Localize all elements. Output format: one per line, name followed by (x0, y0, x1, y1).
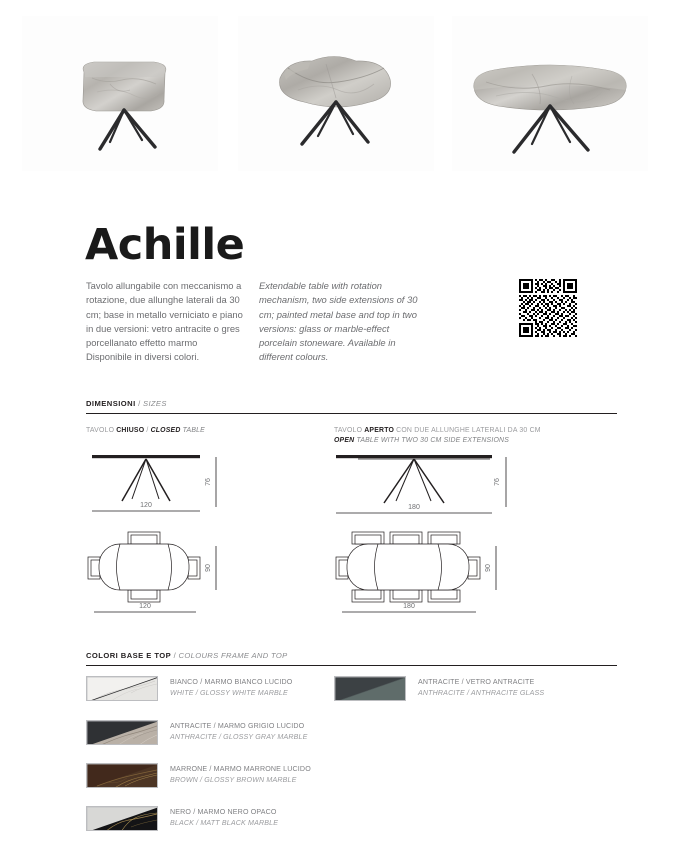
colour-label (170, 807, 278, 829)
colour-name-en: WHITE / GLOSSY WHITE MARBLE (170, 688, 288, 697)
open-table-heading (334, 426, 541, 447)
colours-separator: / (171, 651, 179, 660)
dimensions-separator: / (135, 399, 144, 408)
colour-name-en: ANTHRACITE / GLOSSY GRAY MARBLE (170, 732, 308, 741)
colours-divider (86, 665, 617, 666)
dimensions-label-en: SIZES (143, 399, 167, 408)
product-photo-strip (0, 0, 697, 175)
open-heading-en-bold: OPEN (334, 437, 355, 445)
closed-elevation-width-label: 120 (140, 502, 152, 509)
open-heading-en-suffix: TABLE WITH TWO 30 CM SIDE EXTENSIONS (354, 437, 510, 445)
colour-swatch-anthracite-glass[interactable] (334, 676, 406, 701)
closed-heading-sep: / (144, 427, 151, 434)
closed-heading-en-suffix: TABLE (180, 427, 205, 434)
description-italian: Tavolo allungabile con meccanismo a rotazione, due allunghe laterali da 30 cm; base in metallo verniciato e piano in due versioni: vetro antracite o gres porcellanato effetto marmo Disponibile in diversi colori. (86, 280, 243, 363)
colour-swatch-gray-marble[interactable] (86, 720, 158, 745)
closed-plan-depth-label: 90 (205, 564, 212, 572)
colour-label (170, 764, 311, 786)
colour-label (170, 677, 292, 699)
colour-name-it: NERO / MARMO NERO OPACO (170, 808, 277, 816)
product-title: Achille (85, 220, 245, 270)
colours-label-it: COLORI BASE E TOP (86, 651, 172, 660)
colour-name-it: MARRONE / MARMO MARRONE LUCIDO (170, 765, 311, 773)
qr-code[interactable] (519, 279, 577, 337)
table-closed-photo (22, 16, 218, 171)
colours-label-en: COLOURS FRAME AND TOP (178, 651, 288, 660)
closed-table-plan-drawing (86, 528, 276, 623)
dimensions-section-title (86, 399, 167, 408)
open-plan-width-label: 180 (403, 603, 415, 610)
open-table-plan-drawing (334, 528, 524, 623)
closed-plan-width-label: 120 (139, 603, 151, 610)
closed-heading-en-bold: CLOSED (150, 427, 181, 434)
open-plan-depth-label: 90 (485, 564, 492, 572)
colour-name-en: BLACK / MATT BLACK MARBLE (170, 818, 279, 827)
closed-table-heading (86, 426, 205, 436)
colour-swatch-white-marble[interactable] (86, 676, 158, 701)
closed-elevation-height-label: 76 (205, 478, 212, 486)
colours-section-title (86, 651, 288, 660)
open-heading-bold: APERTO (364, 427, 395, 434)
closed-heading-prefix: TAVOLO (86, 427, 117, 434)
colour-name-en: ANTHRACITE / ANTHRACITE GLASS (418, 688, 545, 697)
open-heading-suffix: CON DUE ALLUNGHE LATERALI DA 30 CM (394, 427, 541, 434)
closed-table-elevation-drawing (86, 449, 276, 521)
open-table-elevation-drawing (334, 449, 524, 521)
dimensions-divider (86, 413, 617, 414)
colour-name-it: BIANCO / MARMO BIANCO LUCIDO (170, 678, 293, 686)
closed-heading-bold: CHIUSO (116, 427, 145, 434)
colour-label (418, 677, 544, 699)
colour-swatch-brown-marble[interactable] (86, 763, 158, 788)
table-open-photo (452, 16, 648, 171)
dimensions-label-it: DIMENSIONI (86, 399, 136, 408)
colour-name-it: ANTRACITE / VETRO ANTRACITE (418, 678, 535, 686)
description-english: Extendable table with rotation mechanism, two side extensions of 30 cm; painted metal base and top in two versions: glass or marble-effect porcelain stoneware. Available in different colours. (259, 280, 418, 363)
colour-label (170, 721, 308, 743)
table-rotating-photo (238, 16, 434, 171)
colour-swatch-black-marble[interactable] (86, 806, 158, 831)
open-elevation-width-label: 180 (408, 504, 420, 511)
colour-name-it: ANTRACITE / MARMO GRIGIO LUCIDO (170, 722, 305, 730)
colour-name-en: BROWN / GLOSSY BROWN MARBLE (170, 775, 297, 784)
open-heading-prefix: TAVOLO (334, 427, 365, 434)
open-elevation-height-label: 76 (494, 478, 501, 486)
